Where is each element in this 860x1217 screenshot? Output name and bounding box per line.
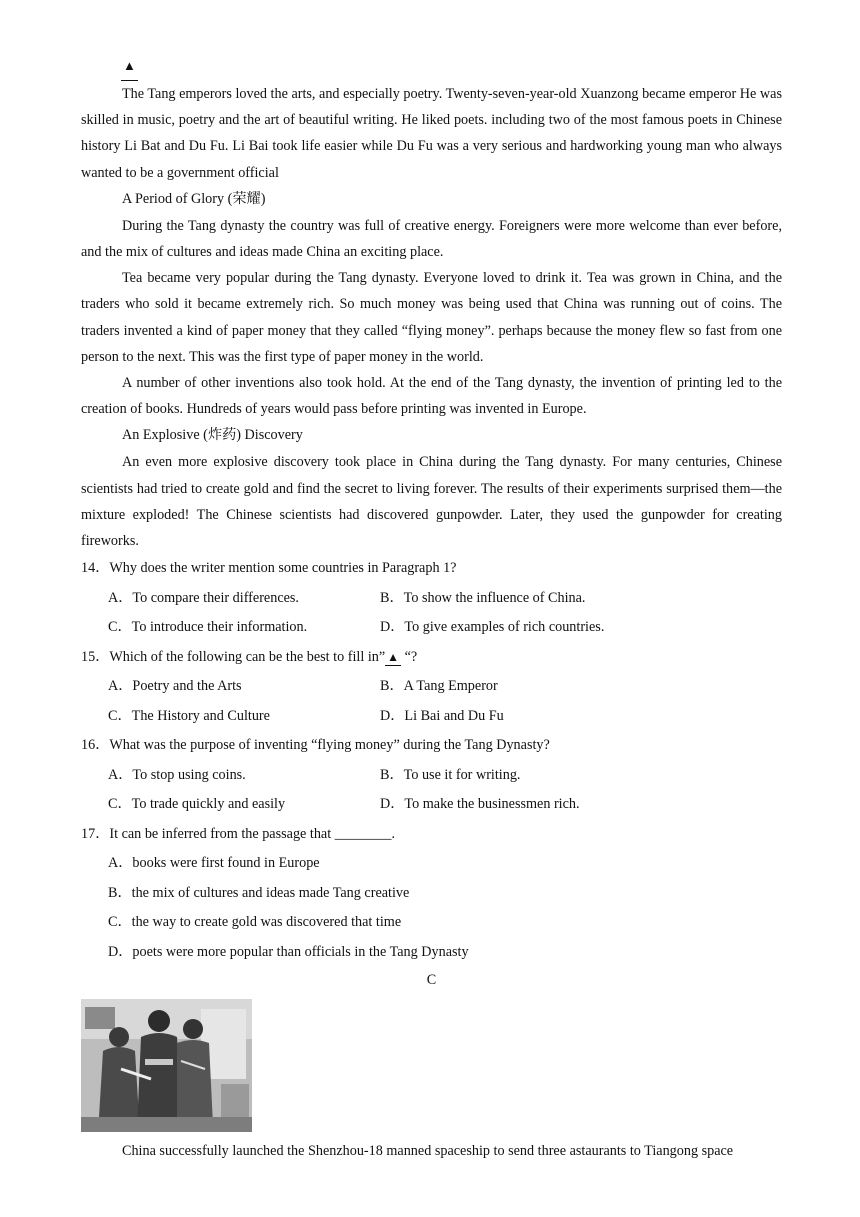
option-a[interactable]: A．books were first found in Europe bbox=[108, 855, 320, 872]
heading-period-of-glory: A Period of Glory (荣耀) bbox=[122, 190, 266, 207]
question-stem bbox=[81, 643, 782, 673]
question-stem: 14．Why does the writer mention some countries in Paragraph 1? bbox=[81, 560, 457, 577]
option-row bbox=[108, 761, 782, 791]
option-d[interactable]: D．To give examples of rich countries. bbox=[380, 619, 605, 636]
paragraph-tang-emperors: The Tang emperors loved the arts, and especially poetry. Twenty-seven-year-old Xuanzong became emperor He was skilled in music, poetry and the art of beautiful writing. He liked poets. including two of the most famous poets in Chinese history Li Bat and Du Fu. Li Bai took life easier while Du Fu was a very serious and hardworking young man who always wanted to be a government official bbox=[81, 86, 782, 181]
question-15 bbox=[81, 643, 782, 732]
option-c[interactable]: C．the way to create gold was discovered that time bbox=[108, 914, 402, 931]
option-c[interactable]: C．To introduce their information. bbox=[108, 619, 308, 636]
option-row bbox=[108, 584, 782, 614]
option-row bbox=[108, 672, 782, 702]
paragraph-tea-flying-money: Tea became very popular during the Tang dynasty. Everyone loved to drink it. Tea was grown in China, and the traders who sold it became extremely rich. So much money was being used that China was running out of coins. The traders invented a kind of paper money that they called “flying money”. perhaps because the money flew so fast from one person to the next. This was the first type of paper money in the world. bbox=[81, 270, 782, 365]
option-b[interactable]: B．To use it for writing. bbox=[380, 766, 521, 783]
question-17 bbox=[81, 820, 782, 968]
option-row bbox=[108, 613, 782, 643]
option-a[interactable]: A．Poetry and the Arts bbox=[108, 678, 242, 695]
paragraph-gunpowder: An even more explosive discovery took place in China during the Tang dynasty. For many centuries, Chinese scientists had tried to create gold and find the secret to living forever. The results of their experiments surprised them—the mixture exploded! The Chinese scientists had discovered gunpowder. Later, they used the gunpowder for creating fireworks. bbox=[81, 454, 782, 550]
blank-triangle: ▲ bbox=[121, 52, 138, 81]
option-d[interactable]: D．poets were more popular than officials in the Tang Dynasty bbox=[108, 943, 469, 960]
option-c[interactable]: C．To trade quickly and easily bbox=[108, 796, 286, 813]
option-a[interactable]: A．To compare their differences. bbox=[108, 589, 299, 606]
question-stem: 16．What was the purpose of inventing “flying money” during the Tang Dynasty? bbox=[81, 737, 550, 754]
question-stem-end: “? bbox=[401, 648, 418, 665]
paragraph-creative-energy: During the Tang dynasty the country was full of creative energy. Foreigners were more welcome than ever before, and the mix of cultures and ideas made China an exciting place. bbox=[81, 217, 782, 261]
astronauts-photo bbox=[81, 999, 252, 1132]
option-c[interactable]: C．The History and Culture bbox=[108, 707, 270, 724]
option-row bbox=[108, 790, 782, 820]
option-b[interactable]: B．A Tang Emperor bbox=[380, 678, 498, 695]
option-a[interactable]: A．To stop using coins. bbox=[108, 766, 246, 783]
option-d[interactable]: D．Li Bai and Du Fu bbox=[380, 707, 504, 724]
title-blank-marker bbox=[81, 52, 782, 81]
question-stem-start: 15．Which of the following can be the best to fill in” bbox=[81, 648, 386, 665]
paragraph-shenzhou: China successfully launched the Shenzhou-18 manned spaceship to send three astaurants to Tiangong space bbox=[122, 1143, 734, 1160]
blank-triangle: ▲ bbox=[387, 649, 400, 664]
exam-page bbox=[81, 52, 782, 1164]
question-stem: 17．It can be inferred from the passage that ________. bbox=[81, 825, 395, 842]
option-d[interactable]: D．To make the businessmen rich. bbox=[380, 796, 580, 813]
section-label-c: C bbox=[426, 972, 437, 989]
question-14 bbox=[81, 554, 782, 643]
heading-explosive-discovery: An Explosive (炸药) Discovery bbox=[122, 427, 303, 444]
option-b[interactable]: B．To show the influence of China. bbox=[380, 589, 586, 606]
option-b[interactable]: B．the mix of cultures and ideas made Tang creative bbox=[108, 884, 410, 901]
question-16 bbox=[81, 731, 782, 820]
paragraph-printing: A number of other inventions also took hold. At the end of the Tang dynasty, the invention of printing led to the creation of books. Hundreds of years would pass before printing was invented in Europe. bbox=[81, 375, 782, 418]
option-row bbox=[108, 702, 782, 732]
